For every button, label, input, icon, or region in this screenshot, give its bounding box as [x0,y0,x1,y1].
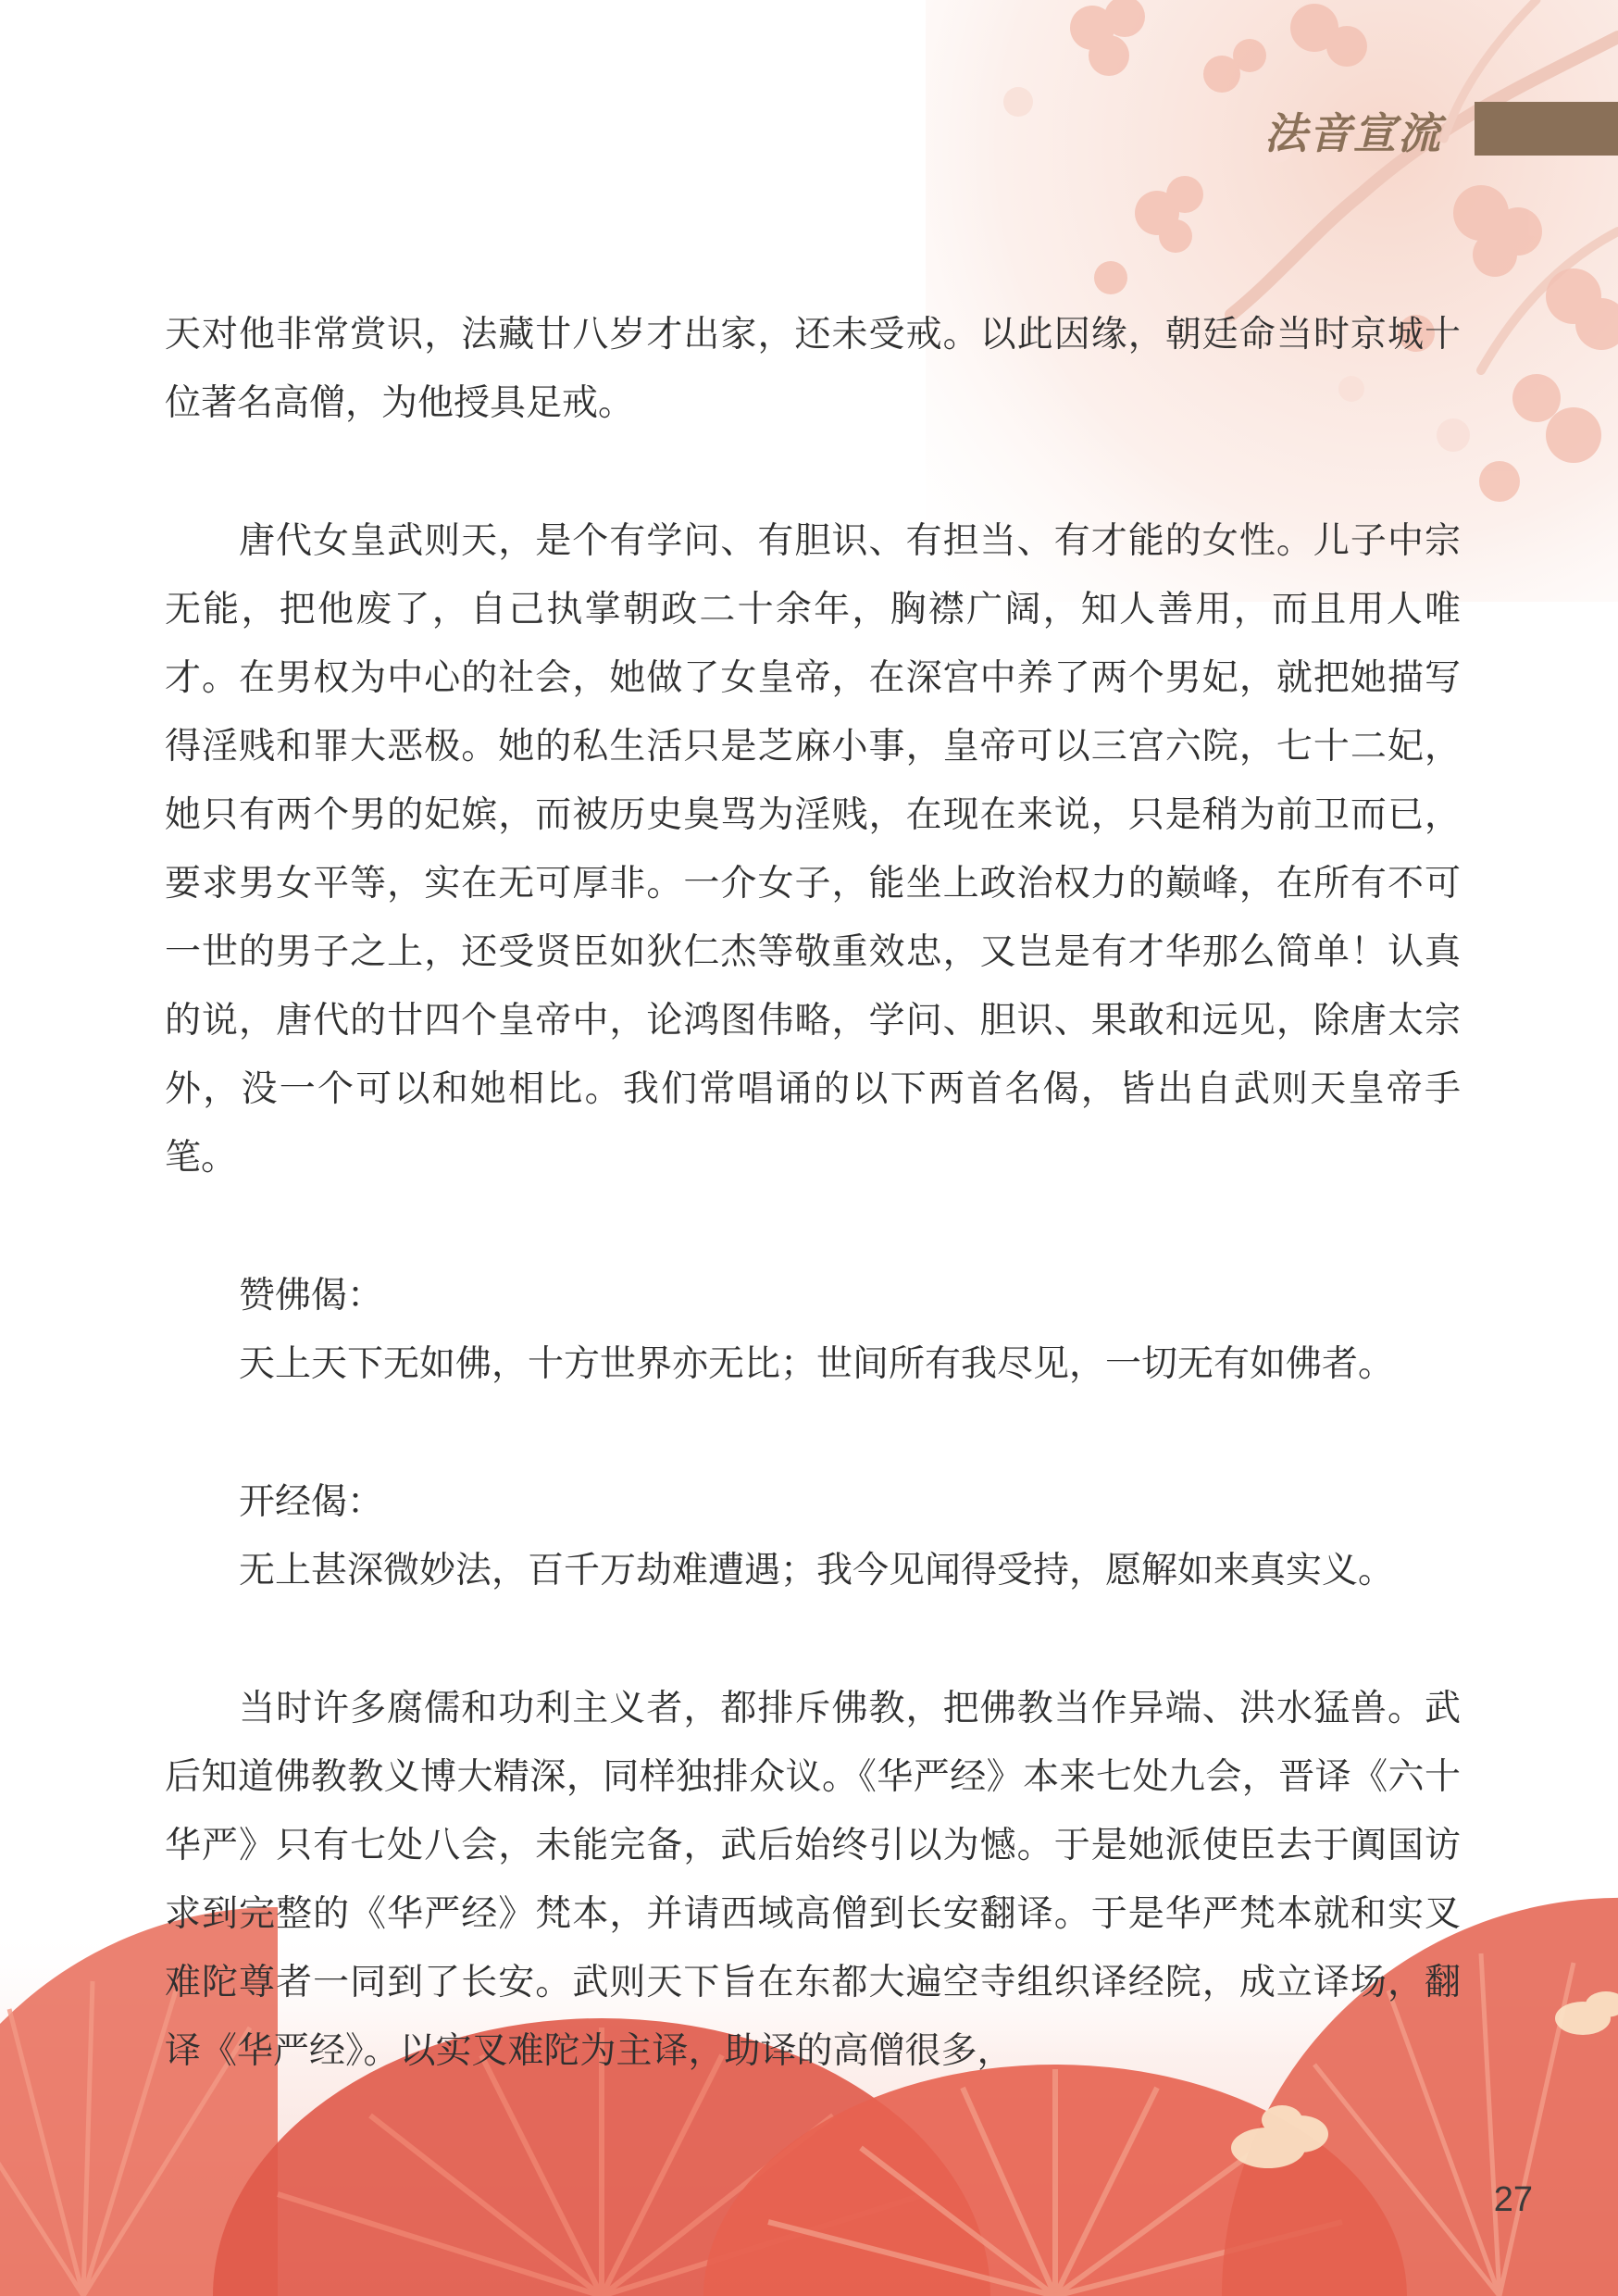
section-tab-bar [1475,102,1618,156]
verse-title: 赞佛偈： [239,1275,384,1316]
verse-block-kaijing [165,1468,1461,1605]
verse-text: 无上甚深微妙法，百千万劫难遭遇；我今见闻得受持，愿解如来真实义。 [239,1550,1395,1591]
verse-text: 天上天下无如佛，十方世界亦无比；世间所有我尽见，一切无有如佛者。 [239,1343,1395,1385]
article-body [165,301,1461,2155]
page-number: 27 [1493,2180,1533,2219]
paragraph-continued: 天对他非常赏识，法藏廿八岁才出家，还未受戒。以此因缘，朝廷命当时京城十位著名高僧，为他授具足戒。 [165,314,1461,424]
paragraph-huayan: 当时许多腐儒和功利主义者，都排斥佛教，把佛教当作异端、洪水猛兽。武后知道佛教教义博大精深，同样独排众议。《华严经》本来七处九会，晋译《六十华严》只有七处八会，未能完备，武后始终引以为憾。于是她派使臣去于阗国访求到完整的《华严经》梵本，并请西域高僧到长安翻译。于是华严梵本就和实叉难陀尊者一同到了长安。武则天下旨在东都大遍空寺组织译经院，成立译场，翻译《华严经》。以实叉难陀为主译，助译的高僧很多， [165,1688,1461,2072]
verse-block-zanfo [165,1262,1461,1399]
paragraph-wu-zetian: 唐代女皇武则天，是个有学问、有胆识、有担当、有才能的女性。儿子中宗无能，把他废了，自己执掌朝政二十余年，胸襟广阔，知人善用，而且用人唯才。在男权为中心的社会，她做了女皇帝，在深宫中养了两个男妃，就把她描写得淫贱和罪大恶极。她的私生活只是芝麻小事，皇帝可以三宫六院，七十二妃，她只有两个男的妃嫔，而被历史臭骂为淫贱，在现在来说，只是稍为前卫而已，要求男女平等，实在无可厚非。一介女子，能坐上政治权力的巅峰，在所有不可一世的男子之上，还受贤臣如狄仁杰等敬重效忠，又岂是有才华那么简单！认真的说，唐代的廿四个皇帝中，论鸿图伟略，学问、胆识、果敢和远见，除唐太宗外，没一个可以和她相比。我们常唱诵的以下两首名偈，皆出自武则天皇帝手笔。 [165,520,1461,1179]
section-title: 法音宣流 [1264,108,1442,158]
verse-title: 开经偈： [239,1481,384,1523]
